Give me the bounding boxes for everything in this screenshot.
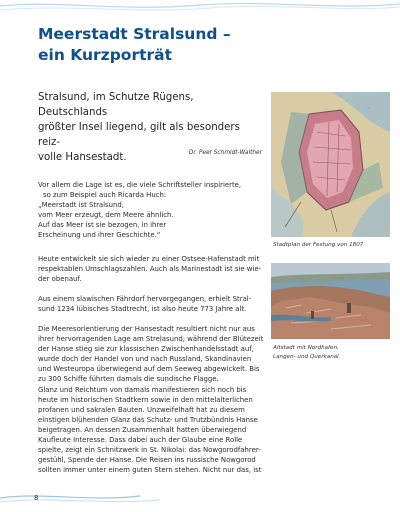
top-wave-decoration xyxy=(0,0,400,20)
aerial-caption-line: Altstadt mit Nordhafen, xyxy=(273,345,339,351)
page-number: 8 xyxy=(34,494,39,502)
map-caption: Stadtplan der Festung von 1807 xyxy=(273,242,364,248)
text-line: Heute entwickelt sie sich wieder zu einer Ostsee-Hafenstadt mit xyxy=(38,255,260,263)
text-line: sund 1234 lübisches Stadtrecht, ist also heute 773 Jahre alt. xyxy=(38,305,247,314)
title-line-1: Meerstadt Stralsund – xyxy=(38,25,231,43)
text-line: profanen und sakralen Bauten. Unzweifelhaft hat zu diesem xyxy=(38,405,245,414)
text-line: spielte, zeigt ein Schnitzwerk in St. Nikolai: das Nowgorodfahrer- xyxy=(38,446,261,455)
body-paragraph-1 xyxy=(38,180,260,241)
text-line: Vor allem die Lage ist es, die viele Schriftsteller inspirierte, xyxy=(38,181,242,189)
text-line: so zum Beispiel auch Ricarda Huch: xyxy=(43,191,167,200)
text-line: Kaufleute Interesse. Dass dabei auch der Glaube eine Rolle xyxy=(38,436,243,445)
aerial-old-town-image xyxy=(271,263,390,339)
text-line: Aus einem slawischen Fährdorf hervorgegangen, erhielt Stral- xyxy=(38,295,252,303)
body-paragraph-4 xyxy=(38,324,264,475)
text-line: wurde doch der Handel von und nach Russland, Skandinavien xyxy=(38,355,252,364)
historic-city-map-image xyxy=(271,92,390,237)
aerial-caption-line: Langen- und Querkanal xyxy=(273,354,339,360)
text-line: der obenauf. xyxy=(38,275,82,284)
intro-line: volle Hansestadt. xyxy=(38,152,127,163)
quote-line: vom Meer erzeugt, dem Meere ähnlich. xyxy=(38,211,174,220)
text-line: ihrer hervorragenden Lage am Strelasund; während der Blütezeit xyxy=(38,335,264,344)
intro-line: größter Insel liegend, gilt als besonders reiz- xyxy=(38,122,240,148)
text-line: einstigen blühenden Glanz das Schutz- und Trutzbündnis Hanse xyxy=(38,415,258,424)
author-byline: Dr. Peer Schmidt-Walther xyxy=(188,150,262,156)
text-line: heute im historischen Stadtkern sowie in den mittelalterlichen xyxy=(38,395,253,404)
quote-line: Erscheinung und ihrer Geschichte.“ xyxy=(38,231,161,240)
text-line: Die Meeresorientierung der Hansestadt resultiert nicht nur aus xyxy=(38,325,255,333)
title-line-2: ein Kurzporträt xyxy=(38,46,173,64)
text-line: der Hanse stieg sie zur klassischen Zwischenhandelsstadt auf, xyxy=(38,345,254,354)
text-line: sollten immer unter einem guten Stern stehen. Nicht nur das, ist xyxy=(38,466,262,475)
map-illustration xyxy=(271,92,390,237)
page-title xyxy=(38,24,278,66)
text-line: Glanz und Reichtum von damals manifestieren sich noch bis xyxy=(38,385,247,394)
svg-text:◦: ◦ xyxy=(367,106,370,112)
aerial-caption xyxy=(273,344,391,362)
bottom-wave-decoration xyxy=(0,488,400,508)
text-line: beigetragen. An dessen Zusammenhalt hatten überwiegend xyxy=(38,425,247,434)
body-paragraph-2 xyxy=(38,254,260,284)
quote-line: „Meerstadt ist Stralsund, xyxy=(38,201,124,210)
body-paragraph-3 xyxy=(38,294,260,314)
text-line: gestühl, Spende der Hanse. Die Reisen ins russische Nowgorod xyxy=(38,456,256,465)
text-line: respektablen Umschlagszahlen. Auch als Marinestadt ist sie wie- xyxy=(38,265,262,274)
text-line: und Westeuropa überwiegend auf dem Seeweg abgewickelt. Bis xyxy=(38,365,260,374)
intro-line: Stralsund, im Schutze Rügens, Deutschlands xyxy=(38,92,194,118)
text-line: zu 300 Schiffe führten damals die sundische Flagge. xyxy=(38,375,219,384)
quote-line: Auf das Meer ist sie bezogen, in ihrer xyxy=(38,221,167,230)
aerial-illustration xyxy=(271,263,390,339)
